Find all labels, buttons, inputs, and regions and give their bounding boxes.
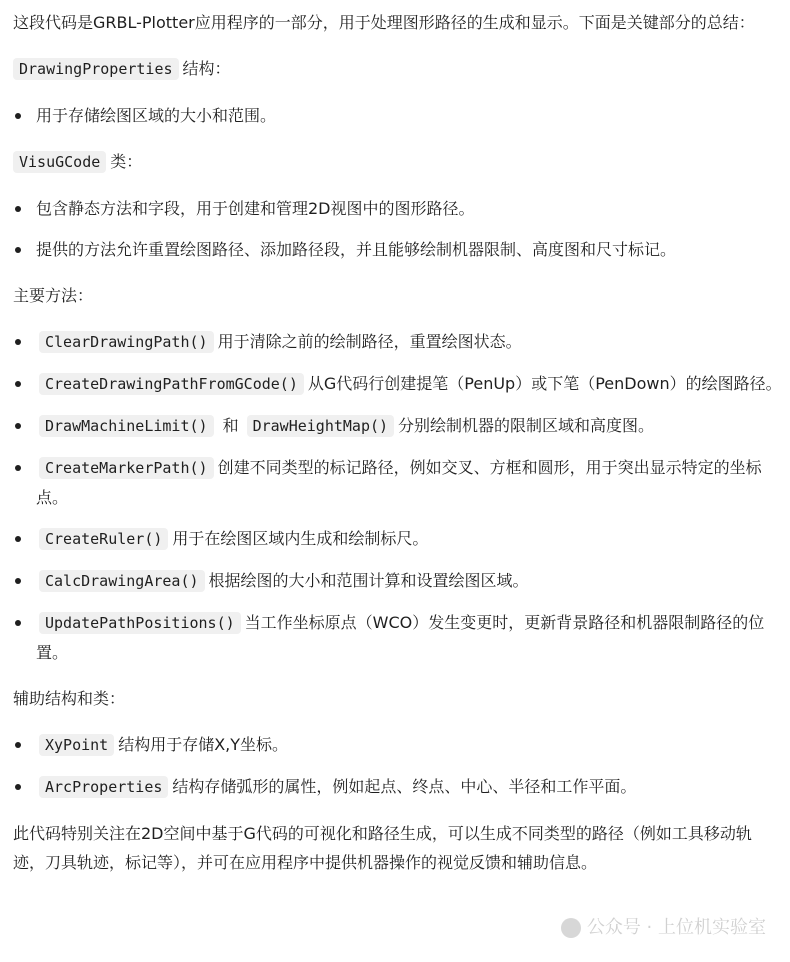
method-description: 用于在绘图区域内生成和绘制标尺。 [172, 529, 429, 548]
main-methods-heading: 主要方法： [13, 286, 94, 305]
inline-code-method: DrawHeightMap() [247, 415, 394, 437]
list-item [13, 524, 783, 554]
watermark-text: 公众号 · 上位机实验室 [586, 917, 766, 938]
heading-suffix: 类： [110, 152, 143, 171]
list-item [13, 369, 783, 399]
list-item [13, 327, 783, 357]
method-description: 根据绘图的大小和范围计算和设置绘图区域。 [208, 571, 529, 590]
list-item [13, 453, 783, 512]
list-item [13, 730, 783, 760]
inline-code-struct: ArcProperties [39, 776, 168, 798]
list-item: 用于存储绘图区域的大小和范围。 [13, 101, 783, 130]
list-item: 提供的方法允许重置绘图路径、添加路径段，并且能够绘制机器限制、高度图和尺寸标记。 [13, 235, 783, 264]
main-methods-list [13, 327, 783, 667]
heading-suffix: 结构： [182, 59, 231, 78]
inline-code-drawingproperties: DrawingProperties [13, 58, 179, 80]
conjunction-text: 和 [222, 416, 239, 435]
watermark [561, 913, 766, 942]
inline-code-method: UpdatePathPositions() [39, 612, 241, 634]
method-description: 当工作坐标原点（WCO）发生变更时，更新背景路径和机器限制路径的位置。 [36, 613, 765, 662]
drawing-properties-list [13, 101, 783, 130]
list-item [13, 608, 783, 667]
method-description: 从G代码行创建提笔（PenUp）或下笔（PenDown）的绘图路径。 [307, 374, 782, 393]
conclusion-paragraph: 此代码特别关注在2D空间中基于G代码的可视化和路径生成，可以生成不同类型的路径（例如工具移动轨迹，刀具轨迹，标记等），并可在应用程序中提供机器操作的视觉反馈和辅助信息。 [13, 824, 752, 872]
document-body [13, 8, 783, 877]
inline-code-method: CreateRuler() [39, 528, 168, 550]
section-drawing-properties-heading [13, 54, 783, 84]
method-description: 用于清除之前的绘制路径，重置绘图状态。 [217, 332, 522, 351]
inline-code-method: CreateDrawingPathFromGCode() [39, 373, 304, 395]
inline-code-method: CreateMarkerPath() [39, 457, 214, 479]
inline-code-method: DrawMachineLimit() [39, 415, 214, 437]
inline-code-visugcode: VisuGCode [13, 151, 106, 173]
struct-description: 结构存储弧形的属性，例如起点、终点、中心、半径和工作平面。 [172, 777, 637, 796]
inline-code-method: CalcDrawingArea() [39, 570, 205, 592]
method-description: 分别绘制机器的限制区域和高度图。 [398, 416, 655, 435]
wechat-icon [561, 918, 581, 938]
visugcode-list [13, 194, 783, 264]
list-item [13, 772, 783, 802]
list-item [13, 411, 783, 441]
list-item: 包含静态方法和字段，用于创建和管理2D视图中的图形路径。 [13, 194, 783, 223]
section-visugcode-heading [13, 147, 783, 177]
list-item [13, 566, 783, 596]
intro-paragraph: 这段代码是GRBL-Plotter应用程序的一部分，用于处理图形路径的生成和显示。下面是关键部分的总结： [13, 13, 755, 32]
struct-description: 结构用于存储X,Y坐标。 [118, 735, 289, 754]
inline-code-struct: XyPoint [39, 734, 114, 756]
inline-code-method: ClearDrawingPath() [39, 331, 214, 353]
aux-heading: 辅助结构和类： [13, 689, 126, 708]
method-description: 创建不同类型的标记路径，例如交叉、方框和圆形，用于突出显示特定的坐标点。 [36, 458, 762, 507]
aux-list [13, 730, 783, 802]
